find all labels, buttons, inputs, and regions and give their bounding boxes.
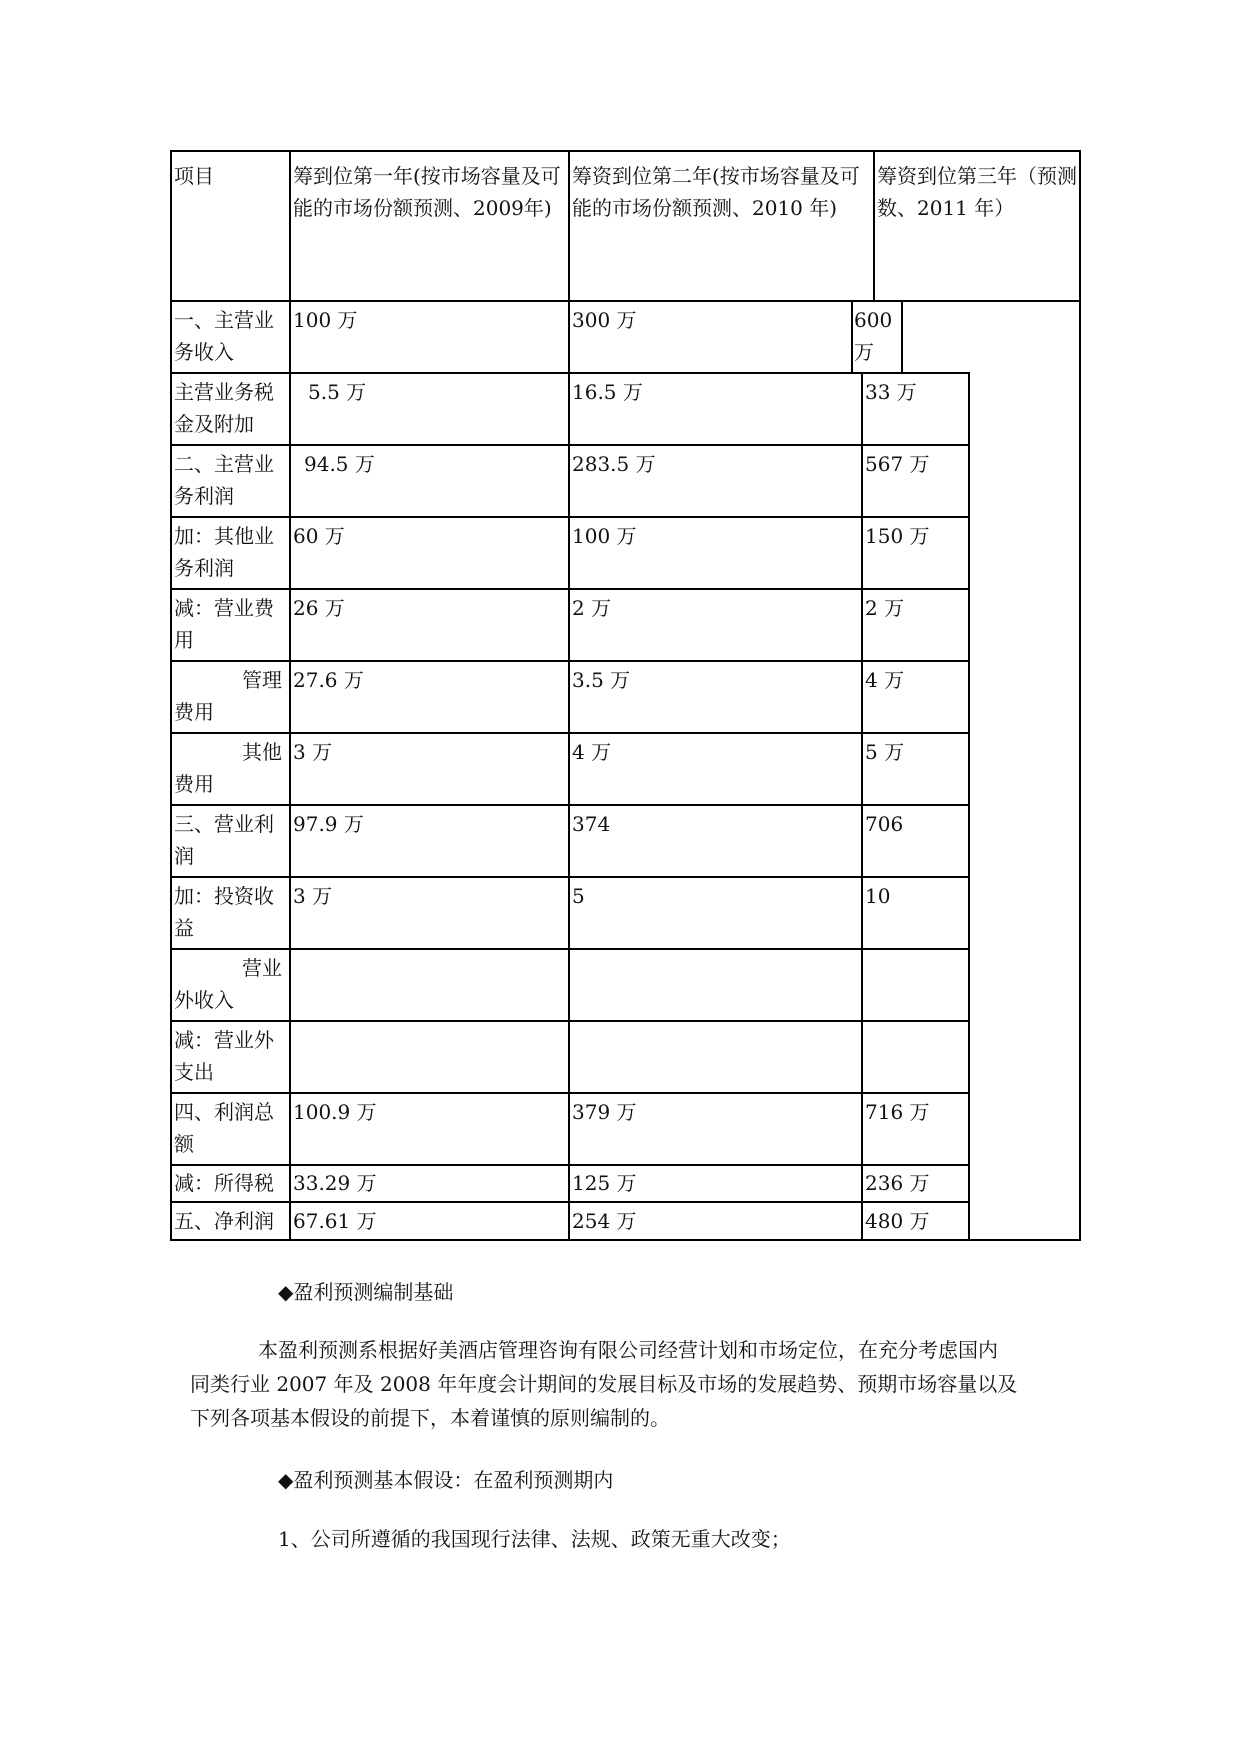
table-rule — [568, 150, 570, 1241]
row-item: 二、主营业务利润 — [174, 452, 274, 508]
row-y1: 100.9 万 — [293, 1100, 377, 1124]
row-y1: 60 万 — [293, 524, 345, 548]
row-y3: 716 万 — [865, 1100, 930, 1124]
row-y3: 567 万 — [865, 452, 930, 476]
row-item: 一、主营业务收入 — [174, 308, 274, 364]
row-y3: 33 万 — [865, 380, 917, 404]
row-y1: 5.5 万 — [308, 380, 367, 404]
row-item: 四、利润总额 — [174, 1100, 274, 1156]
row-y1: 33.29 万 — [293, 1171, 377, 1195]
row-item: 营业 — [242, 956, 282, 980]
row-y1: 26 万 — [293, 596, 345, 620]
row-y1: 27.6 万 — [293, 668, 364, 692]
row-y3: 480 万 — [865, 1209, 930, 1233]
paragraph-line: 下列各项基本假设的前提下，本着谨慎的原则编制的。 — [190, 1406, 670, 1430]
row-y2: 300 万 — [572, 308, 637, 332]
row-item: 减：所得税 — [174, 1171, 274, 1195]
row-item: 五、净利润 — [174, 1209, 274, 1233]
table-rule — [851, 300, 853, 373]
row-y3: 10 — [865, 884, 891, 908]
row-y2: 100 万 — [572, 524, 637, 548]
row-item-cont: 外收入 — [174, 988, 234, 1012]
row-y3: 706 — [865, 812, 904, 836]
section-heading: ◆盈利预测基本假设：在盈利预测期内 — [278, 1468, 614, 1492]
row-y1: 3 万 — [293, 884, 333, 908]
row-item: 加：投资收益 — [174, 884, 274, 940]
row-item: 三、营业利润 — [174, 812, 274, 868]
table-rule — [170, 300, 1081, 302]
row-item: 减：营业费用 — [174, 596, 274, 652]
header-year2: 筹资到位第二年(按市场容量及可能的市场份额预测、2010 年) — [572, 164, 860, 220]
row-item: 管理 — [242, 668, 282, 692]
table-rule — [289, 150, 291, 1241]
header-item: 项目 — [174, 164, 214, 188]
row-y2: 2 万 — [572, 596, 612, 620]
table-rule — [170, 150, 1080, 152]
table-rule — [170, 150, 172, 1241]
row-y1: 3 万 — [293, 740, 333, 764]
row-y3: 150 万 — [865, 524, 930, 548]
row-y2: 374 — [572, 812, 611, 836]
row-item-cont: 费用 — [174, 700, 214, 724]
row-y3: 4 万 — [865, 668, 905, 692]
row-y2: 16.5 万 — [572, 380, 643, 404]
paragraph-line: 同类行业 2007 年及 2008 年年度会计期间的发展目标及市场的发展趋势、预期市场容量以及 — [190, 1372, 1018, 1396]
row-y3: 236 万 — [865, 1171, 930, 1195]
paragraph-line: 本盈利预测系根据好美酒店管理咨询有限公司经营计划和市场定位，在充分考虑国内 — [258, 1338, 998, 1362]
row-y2: 4 万 — [572, 740, 612, 764]
row-y2: 379 万 — [572, 1100, 637, 1124]
table-rule — [873, 150, 875, 301]
header-year1: 筹到位第一年(按市场容量及可能的市场份额预测、2009年) — [293, 164, 561, 220]
row-y2: 254 万 — [572, 1209, 637, 1233]
row-y3: 2 万 — [865, 596, 905, 620]
row-y1: 94.5 万 — [304, 452, 375, 476]
table-rule — [861, 372, 863, 1241]
table-rule — [968, 372, 970, 1241]
section-heading: ◆盈利预测编制基础 — [278, 1280, 454, 1304]
row-item: 主营业务税金及附加 — [174, 380, 274, 436]
row-item: 加：其他业务利润 — [174, 524, 274, 580]
row-y3: 5 万 — [865, 740, 905, 764]
row-y1: 67.61 万 — [293, 1209, 377, 1233]
table-rule — [901, 300, 903, 373]
row-y2: 283.5 万 — [572, 452, 656, 476]
list-item: 1、公司所遵循的我国现行法律、法规、政策无重大改变； — [278, 1527, 791, 1551]
row-y2: 125 万 — [572, 1171, 637, 1195]
table-rule — [170, 1239, 1081, 1241]
row-item-cont: 费用 — [174, 772, 214, 796]
row-y3: 600 万 — [854, 308, 893, 364]
table-rule — [1079, 150, 1081, 1241]
row-item: 其他 — [242, 740, 282, 764]
row-y2: 5 — [572, 884, 585, 908]
row-y1: 97.9 万 — [293, 812, 364, 836]
row-y1: 100 万 — [293, 308, 358, 332]
row-y2: 3.5 万 — [572, 668, 631, 692]
header-year3: 筹资到位第三年（预测数、2011 年） — [877, 164, 1077, 220]
row-item: 减：营业外支出 — [174, 1028, 274, 1084]
